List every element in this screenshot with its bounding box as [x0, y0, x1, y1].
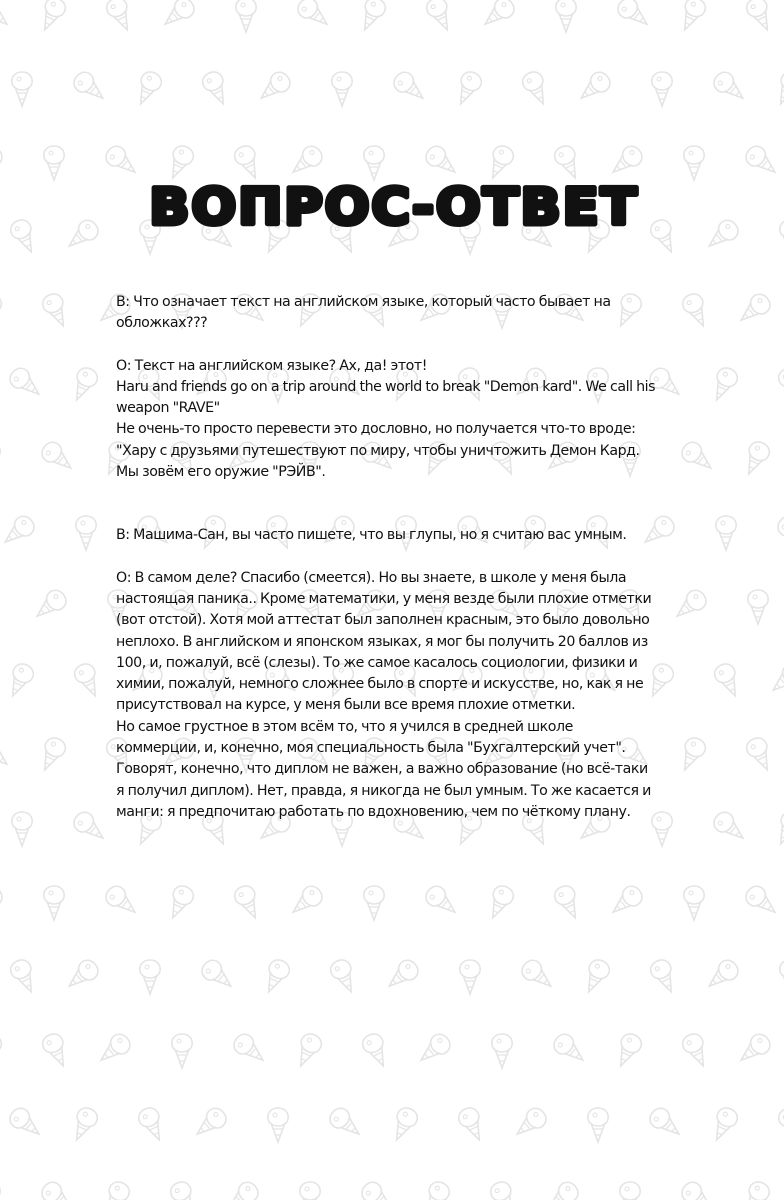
ice-cream-cone-icon — [72, 661, 105, 700]
ice-cream-cone-icon — [422, 883, 461, 920]
ice-cream-cone-icon — [12, 812, 32, 846]
ice-cream-cone-icon — [456, 1105, 489, 1144]
ice-cream-cone-icon — [326, 1105, 365, 1142]
page-title-text: ВОПРОС-ОТВЕТ — [149, 178, 639, 237]
ice-cream-cone-icon — [680, 291, 713, 330]
ice-cream-cone-icon — [712, 661, 745, 700]
ice-cream-cone-icon — [140, 960, 160, 994]
ice-cream-cone-icon — [230, 1031, 269, 1068]
ice-cream-cone-icon — [172, 1034, 192, 1068]
ice-cream-cone-icon — [556, 0, 576, 32]
ice-cream-cone-icon — [136, 1105, 169, 1144]
ice-cream-cone-icon — [671, 587, 710, 624]
ice-cream-cone-icon — [460, 960, 480, 994]
ice-cream-cone-icon — [390, 69, 429, 106]
ice-cream-cone-icon — [484, 883, 517, 922]
ice-cream-cone-icon — [676, 735, 709, 774]
ice-cream-cone-icon — [44, 886, 64, 920]
ice-cream-cone-icon — [358, 1179, 397, 1200]
ice-cream-cone-icon — [652, 72, 672, 106]
ice-cream-cone-icon — [268, 1108, 288, 1142]
ice-cream-cone-icon — [580, 957, 613, 996]
ice-cream-cone-icon — [744, 735, 777, 774]
answer-text: Но самое грустное в этом всём то, что я учился в средней школе коммерции, и, конечно, моя специальность была "Бухгалтерский учет". Говорят, конечно, что диплом не важен, а важно образование (но всё-таки я получил диплом). Нет, правда, я никогда не был умным. То же касается и манги: я предпочитаю работать по вдохновению, чем по чёткому плану. — [116, 718, 651, 820]
ice-cream-cone-icon — [452, 69, 485, 108]
ice-cream-cone-icon — [40, 291, 73, 330]
answer-text: О: Текст на английском языке? Ах, да! этот! — [116, 357, 427, 374]
ice-cream-cone-icon — [520, 69, 553, 108]
ice-cream-cone-icon — [287, 883, 326, 920]
ice-cream-cone-icon — [68, 365, 101, 404]
ice-cream-cone-icon — [646, 1105, 685, 1142]
ice-cream-cone-icon — [260, 957, 293, 996]
ice-cream-cone-icon — [614, 0, 653, 32]
ice-cream-cone-icon — [676, 0, 709, 34]
ice-cream-cone-icon — [0, 735, 13, 772]
ice-cream-cone-icon — [0, 883, 6, 920]
ice-cream-cone-icon — [588, 1108, 608, 1142]
ice-cream-cone-icon — [680, 1031, 713, 1070]
ice-cream-cone-icon — [388, 1105, 421, 1144]
ice-cream-cone-icon — [8, 957, 41, 996]
ice-cream-cone-icon — [710, 809, 749, 846]
qa-content — [116, 292, 656, 823]
ice-cream-cone-icon — [607, 883, 646, 920]
ice-cream-cone-icon — [735, 291, 774, 328]
ice-cream-cone-icon — [552, 883, 585, 922]
ice-cream-cone-icon — [70, 69, 109, 106]
ice-cream-cone-icon — [620, 1182, 640, 1200]
ice-cream-cone-icon — [678, 439, 717, 476]
ice-cream-cone-icon — [200, 69, 233, 108]
ice-cream-cone-icon — [710, 69, 749, 106]
ice-cream-cone-icon — [708, 365, 741, 404]
ice-cream-cone-icon — [488, 1179, 521, 1200]
ice-cream-cone-icon — [12, 72, 32, 106]
ice-cream-cone-icon — [543, 1179, 582, 1200]
ice-cream-cone-icon — [518, 957, 557, 994]
question-text: В: Что означает текст на английском языке, который часто бывает на обложках??? — [116, 294, 611, 332]
ice-cream-cone-icon — [774, 513, 784, 550]
ice-cream-cone-icon — [648, 957, 681, 996]
ice-cream-cone-icon — [735, 1031, 774, 1068]
ice-cream-cone-icon — [0, 0, 13, 32]
ice-cream-cone-icon — [223, 1179, 262, 1200]
ice-cream-cone-icon — [40, 1031, 73, 1070]
ice-cream-cone-icon — [102, 883, 141, 920]
ice-cream-cone-icon — [776, 1105, 784, 1144]
ice-cream-cone-icon — [236, 0, 256, 32]
ice-cream-cone-icon — [332, 72, 352, 106]
ice-cream-cone-icon — [780, 960, 784, 994]
ice-cream-cone-icon — [300, 1182, 320, 1200]
ice-cream-cone-icon — [415, 1031, 454, 1068]
answer-text: Не очень-то просто перевести это дословно, но получается что-то вроде: "Хару с друзьями путешествуют по миру, чтобы уничтожить Демон Кард. Мы зовём его оружие "РЭЙВ". — [116, 421, 640, 481]
ice-cream-cone-icon — [132, 69, 165, 108]
ice-cream-cone-icon — [767, 661, 784, 698]
ice-cream-cone-icon — [708, 1105, 741, 1144]
ice-cream-cone-icon — [31, 587, 70, 624]
ice-cream-cone-icon — [104, 0, 137, 34]
ice-cream-cone-icon — [292, 1031, 325, 1070]
ice-cream-cone-icon — [511, 1105, 550, 1142]
ice-cream-cone-icon — [772, 69, 784, 108]
ice-cream-cone-icon — [0, 1031, 4, 1070]
ice-cream-cone-icon — [198, 957, 237, 994]
question-text: В: Машима-Сан, вы часто пишете, что вы глупы, но я считаю вас умным. — [116, 527, 627, 544]
ice-cream-cone-icon — [0, 513, 38, 550]
ice-cream-cone-icon — [328, 957, 361, 996]
ice-cream-cone-icon — [742, 883, 781, 920]
ice-cream-cone-icon — [748, 590, 768, 624]
ice-cream-cone-icon — [191, 1105, 230, 1142]
ice-cream-cone-icon — [772, 809, 784, 848]
ice-cream-cone-icon — [364, 886, 384, 920]
ice-cream-cone-icon — [424, 0, 457, 34]
ice-cream-cone-icon — [575, 69, 614, 106]
ice-cream-cone-icon — [95, 1031, 134, 1068]
ice-cream-cone-icon — [294, 0, 333, 32]
ice-cream-cone-icon — [0, 587, 8, 626]
ice-cream-cone-icon — [420, 1179, 453, 1200]
ice-cream-cone-icon — [356, 0, 389, 34]
ice-cream-cone-icon — [703, 957, 742, 994]
ice-cream-cone-icon — [550, 1031, 589, 1068]
answer-text: О: В самом деле? Спасибо (смеется). Но вы знаете, в школе у меня была настоящая паника.. Кроме математики, у меня везде были плохие отметки (вот отстой). Хотя мой аттестат был заполнен красным, это было довольно неплохо. В английском и японском языках, я мог бы получить 20 баллов из 100, и, пожалуй, всё (слезы). То же самое касалось социологии, физики и химии, пожалуй, немного сложнее было в спорте и искусстве, но, как я не присутствовал на курсе, у меня были все время плохие отметки. — [116, 569, 652, 714]
ice-cream-cone-icon — [383, 957, 422, 994]
ice-cream-cone-icon — [492, 1034, 512, 1068]
ice-cream-cone-icon — [776, 365, 784, 404]
ice-cream-cone-icon — [36, 0, 69, 34]
ice-cream-cone-icon — [4, 661, 37, 700]
ice-cream-cone-icon — [684, 886, 704, 920]
ice-cream-cone-icon — [164, 883, 197, 922]
ice-cream-cone-icon — [38, 439, 77, 476]
ice-cream-cone-icon — [68, 1105, 101, 1144]
ice-cream-cone-icon — [744, 0, 777, 34]
ice-cream-cone-icon — [740, 1179, 773, 1200]
ice-cream-cone-icon — [36, 735, 69, 774]
ice-cream-cone-icon — [479, 0, 518, 32]
ice-cream-cone-icon — [70, 809, 109, 846]
ice-cream-cone-icon — [678, 1179, 717, 1200]
ice-cream-cone-icon — [100, 1179, 133, 1200]
ice-cream-cone-icon — [6, 1105, 45, 1142]
ice-cream-cone-icon — [38, 1179, 77, 1200]
page-title — [0, 170, 784, 240]
ice-cream-cone-icon — [232, 883, 265, 922]
qa-block — [116, 525, 656, 823]
ice-cream-cone-icon — [612, 1031, 645, 1070]
ice-cream-cone-icon — [76, 516, 96, 550]
ice-cream-cone-icon — [255, 69, 294, 106]
ice-cream-cone-icon — [168, 1179, 201, 1200]
ice-cream-cone-icon — [0, 291, 4, 330]
qa-block — [116, 292, 656, 483]
ice-cream-cone-icon — [360, 1031, 393, 1070]
answer-text: Haru and friends go on a trip around the world to break "Demon kard". We call his weapon "RAVE" — [116, 378, 656, 417]
ice-cream-cone-icon — [63, 957, 102, 994]
ice-cream-cone-icon — [159, 0, 198, 32]
ice-cream-cone-icon — [6, 365, 45, 402]
ice-cream-cone-icon — [740, 439, 773, 478]
ice-cream-cone-icon — [716, 516, 736, 550]
